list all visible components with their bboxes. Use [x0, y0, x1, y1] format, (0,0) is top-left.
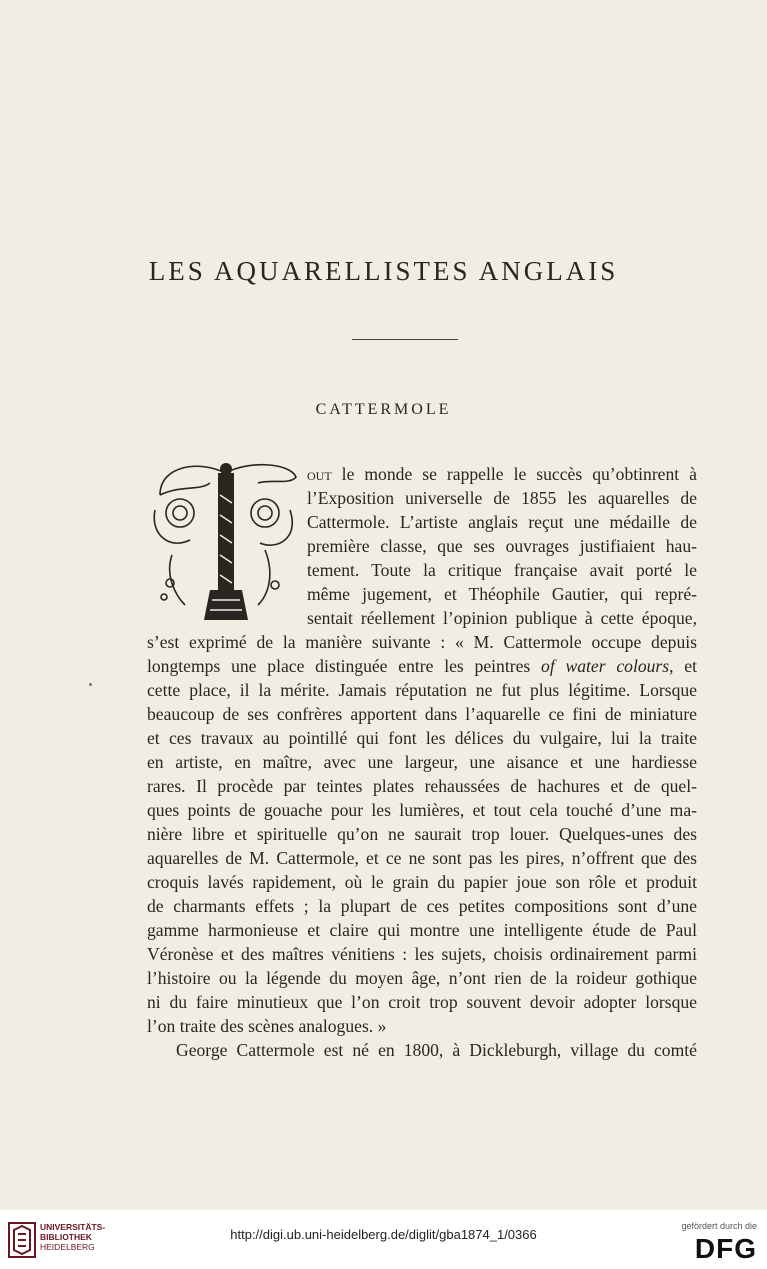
text-line-2: l’Exposition universelle de 1855 les aquarelles de: [307, 488, 697, 508]
text-line-19: de charmants effets ; la plupart de ces petites compositions sont d’une: [147, 896, 697, 916]
funding-note: gefördert durch die: [681, 1221, 757, 1231]
text-line-14: rares. Il procède par teintes plates rehaussées de hachures et de quel-: [147, 776, 697, 796]
text-line-11: beaucoup de ses confrères apportent dans l’aquarelle ce fini de miniature: [147, 704, 697, 724]
text-line-17: aquarelles de M. Cattermole, et ce ne sont pas les pires, n’offrent que des: [147, 848, 697, 868]
text-line-13: en artiste, en maître, avec une largeur, une aisance et une hardiesse: [147, 752, 697, 772]
text-line-9: longtemps une place distinguée entre les peintres of water colours, et: [147, 656, 698, 676]
page-title: LES AQUARELLISTES ANGLAIS: [148, 256, 619, 286]
text-line-6: même jugement, et Théophile Gautier, qui repré-: [307, 584, 697, 604]
library-line-2: BIBLIOTHEK: [40, 1232, 92, 1242]
text-line-3: Cattermole. L’artiste anglais reçut une médaille de: [307, 512, 697, 532]
text-line-22: l’histoire ou la légende du moyen âge, n’ont rien de la roideur gothique: [147, 968, 697, 988]
text-line-16: nière libre et spirituelle qu’on ne saurait trop louer. Quelques-unes des: [147, 824, 697, 844]
text-line-7: sentait réellement l’opinion publique à cette époque,: [307, 608, 697, 628]
section-title: CATTERMOLE: [315, 401, 452, 418]
dfg-logo: DFG: [694, 1233, 757, 1264]
text-line-12: et ces travaux au pointillé qui font les délices du vulgaire, lui la traite: [147, 728, 697, 748]
library-line-3: HEIDELBERG: [40, 1242, 95, 1252]
text-line-1: out le monde se rappelle le succès qu’obtinrent à: [307, 464, 697, 484]
text-line-5: tement. Toute la critique française avait porté le: [307, 560, 697, 580]
paper-speck: [89, 683, 92, 686]
text-line-4: première classe, que ses ouvrages justifiaient hau-: [307, 536, 697, 556]
text-line-20: gamme harmonieuse et claire qui montre une intelligente étude de Paul: [147, 920, 697, 940]
text-line-8: s’est exprimé de la manière suivante : « M. Cattermole occupe depuis: [147, 632, 697, 652]
text-line-18: croquis lavés rapidement, où le grain du papier joue son rôle et produit: [147, 872, 697, 892]
title-rule: [352, 339, 458, 340]
text-line-10: cette place, il la mérite. Jamais réputation ne fut plus légitime. Lorsque: [147, 680, 697, 700]
text-line-24: l’on traite des scènes analogues. »: [147, 1016, 387, 1036]
text-line-25: George Cattermole est né en 1800, à Dickleburgh, village du comté: [176, 1040, 697, 1060]
text-line-23: ni du faire minutieux que l’on croit trop souvent devoir adopter lorsque: [147, 992, 697, 1012]
ornamental-initial-t-icon: [150, 455, 300, 625]
text-line-15: ques points de gouache pour les lumières, et tout cela touché d’une ma-: [147, 800, 697, 820]
library-line-1: UNIVERSITÄTS-: [40, 1222, 106, 1232]
text-line-21: Véronèse et des maîtres vénitiens : les sujets, choisis ordinairement parmi: [147, 944, 697, 964]
permalink-url[interactable]: http://digi.ub.uni-heidelberg.de/diglit/gba1874_1/0366: [230, 1227, 537, 1242]
